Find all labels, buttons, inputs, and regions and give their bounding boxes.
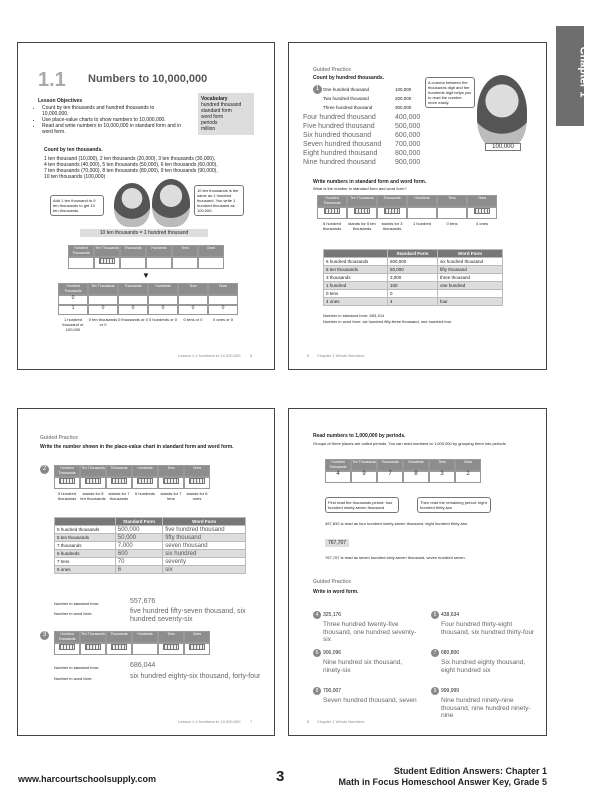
page-number: 6 <box>307 353 310 358</box>
pv-header: Thousands <box>377 195 407 207</box>
standard-form-answer: 686,044 <box>130 662 156 669</box>
pv-digit: 3 <box>429 471 455 483</box>
word-form-cell: six hundred <box>163 550 246 558</box>
pv-header: Tens <box>172 245 198 257</box>
exercise-number-value: 999,999 <box>441 688 460 694</box>
footer-title-2: Math in Focus Homeschool Answer Key, Grade 5 <box>338 777 547 787</box>
standard-form-label: Number in standard form: <box>54 601 100 606</box>
exercise-number: 5 <box>431 611 439 619</box>
word-form-answer: five hundred fifty-seven thousand, six hundred seventy-six <box>130 608 246 623</box>
pv-header: Tens <box>437 195 467 207</box>
pv-header: Hundreds <box>132 631 158 643</box>
word-form-label: Number in word form: <box>54 676 93 681</box>
count-word: Two hundred thousand <box>323 96 369 101</box>
count-value: 400,000 <box>395 114 421 121</box>
stands-for: stands for 5 ten thousands <box>348 221 376 231</box>
pv-digit: 8 <box>403 471 429 483</box>
table-header: Word Form <box>163 518 246 526</box>
stands-for: stands for 3 thousands <box>381 221 403 231</box>
place-cell: 6 hundreds <box>55 550 116 558</box>
read-line-2: 767,707 is read as seven hundred sixty-seven thousand, seven hundred seven. <box>325 555 466 560</box>
count-word: Three hundred thousand <box>323 105 373 110</box>
pv-header: Tens <box>158 465 184 477</box>
table-row <box>324 290 503 298</box>
pv-cell: 0 <box>58 295 88 305</box>
vocab-heading: Vocabulary <box>201 96 228 102</box>
word-form-cell: seven thousand <box>163 542 246 550</box>
learn-heading: Count by ten thousands. <box>44 147 103 153</box>
read-line-1: 497,832 is read as four hundred ninety-seven thousand, eight hundred thirty-two. <box>325 521 469 526</box>
pv-chart <box>325 459 481 483</box>
standard-form-cell: 6 <box>115 566 163 574</box>
girl-value-card: 100,000 <box>485 143 521 151</box>
stands-for: stands for 7 thousands <box>108 491 130 501</box>
place-cell: 7 tens <box>55 558 116 566</box>
place-cell: 5 ten thousands <box>324 266 388 274</box>
stands-for: 0 tens or 0 <box>183 317 203 322</box>
standard-form-cell: 0 <box>387 290 437 298</box>
standard-form-cell: 500,000 <box>115 526 163 534</box>
pv-chart-top <box>68 245 224 269</box>
word-form-line: Number in word form: six hundred fifty-three thousand, one hundred four <box>323 319 452 324</box>
page-footer: Lesson 1.1 Numbers to 10,000,000 <box>178 353 241 358</box>
table-header: Word Form <box>438 250 503 258</box>
word-form-cell: fifty thousand <box>163 534 246 542</box>
pv-header: Hundreds <box>148 283 178 295</box>
exercise-answer: Nine hundred ninety-nine thousand, nine hundred ninety-nine <box>441 697 531 719</box>
pv-chart <box>317 195 497 231</box>
vocab-item: word form <box>201 114 224 120</box>
pv-header: Hundreds <box>132 465 158 477</box>
vocab-item: hundred thousand <box>201 102 242 108</box>
vocabulary-box <box>198 93 254 135</box>
exercise-answer: Seven hundred thousand, seven <box>323 697 417 704</box>
page-number: 7 <box>250 719 253 724</box>
pv-header: Hundred Thousands <box>325 459 351 471</box>
pv-header: Ones <box>208 283 238 295</box>
exercise-item <box>431 603 539 636</box>
guided-practice-heading: Guided Practice <box>40 435 79 441</box>
learn-heading: Read numbers to 1,000,000 by periods. <box>313 433 406 439</box>
count-line: 10 ten thousands (100,000) <box>44 174 106 180</box>
instructions: Write the number shown in the place-value chart in standard form and word form. <box>40 444 234 450</box>
exercise-number-value: 325,176 <box>323 612 342 618</box>
count-word: Six hundred thousand <box>303 132 372 139</box>
table-row <box>55 542 246 550</box>
stands-for: 5 hundred thousands <box>57 491 77 501</box>
page-6 <box>288 42 547 370</box>
exercise-number: 9 <box>431 687 439 695</box>
word-form-cell: seventy <box>163 558 246 566</box>
stands-for: stands for 7 tens <box>160 491 182 501</box>
place-cell: 3 thousands <box>324 274 388 282</box>
stands-for: 1 hundred thousand or 100,000 <box>62 317 84 332</box>
guided-practice-sub: Count by hundred thousands. <box>313 75 385 81</box>
count-value: 700,000 <box>395 141 421 148</box>
word-form-cell: six <box>163 566 246 574</box>
word-form-cell: five hundred thousand <box>163 526 246 534</box>
pv-header: Tens <box>429 459 455 471</box>
word-form-answer: six hundred eighty-six thousand, forty-four <box>130 673 261 680</box>
word-form-cell: six hundred thousand <box>438 258 503 266</box>
pv-cell: 0 <box>208 305 238 315</box>
exercise-number: 8 <box>313 687 321 695</box>
table-row <box>324 258 503 266</box>
stands-for: 0 hundreds or 0 <box>148 317 178 322</box>
exercise-number-value: 700,007 <box>323 688 342 694</box>
table-header <box>55 518 116 526</box>
page-footer: Chapter 1 Whole Numbers <box>317 719 365 724</box>
count-row <box>303 150 423 159</box>
pv-header: Ten Thousands <box>88 283 118 295</box>
standard-form-cell: 50,000 <box>115 534 163 542</box>
standard-form-cell: 100 <box>387 282 437 290</box>
lesson-title: Numbers to 10,000,000 <box>88 73 208 85</box>
page-footer: Lesson 1.1 Numbers to 10,000,000 <box>178 719 241 724</box>
place-cell: 5 ten thousands <box>55 534 116 542</box>
exercise-item <box>313 641 421 674</box>
down-arrow: ▼ <box>142 271 150 280</box>
place-cell: 7 thousands <box>55 542 116 550</box>
place-cell: 0 tens <box>324 290 388 298</box>
pv-digit: 9 <box>351 471 377 483</box>
standard-form-cell: 50,000 <box>387 266 437 274</box>
page-7 <box>17 408 275 736</box>
pv-header: Thousands <box>118 283 148 295</box>
exercise-number: 7 <box>431 649 439 657</box>
count-line: 7 ten thousands (70,000), 8 ten thousands (80,000), 9 ten thousands (90,000), <box>44 168 218 174</box>
count-row <box>303 141 423 150</box>
count-text <box>44 156 269 180</box>
word-form-cell: three thousand <box>438 274 503 282</box>
table-row <box>55 566 246 574</box>
pv-chart-q3 <box>54 631 210 655</box>
pv-header: Hundred Thousands <box>54 631 80 643</box>
standard-form-cell: 3,000 <box>387 274 437 282</box>
count-word: Seven hundred thousand <box>303 141 382 148</box>
count-word: One hundred thousand <box>323 87 370 92</box>
exercise-number-value: 438,634 <box>441 612 460 618</box>
page-8 <box>288 408 547 736</box>
pv-header: Tens <box>178 283 208 295</box>
count-value: 900,000 <box>395 159 421 166</box>
stands-for: 0 tens <box>446 221 458 226</box>
pv-header: Thousands <box>120 245 146 257</box>
vocab-item: million <box>201 126 216 132</box>
standard-form-cell: 70 <box>115 558 163 566</box>
table-header: Standard Form <box>387 250 437 258</box>
pv-chart-bottom <box>58 283 238 332</box>
count-line: 4 ten thousands (40,000), 5 ten thousands (50,000), 6 ten thousands (60,000), <box>44 162 218 168</box>
learn-heading: Write numbers in standard form and word form. <box>313 179 427 185</box>
standard-word-table <box>54 517 246 574</box>
footer-url: www.harcourtschoolsupply.com <box>18 774 157 784</box>
pv-header: Hundreds <box>146 245 172 257</box>
count-value: 200,000 <box>395 96 412 101</box>
word-form-label: Number in word form: <box>54 611 93 616</box>
thousands-period-box: First read the thousands period: four hundred ninety-seven thousand <box>325 497 399 513</box>
learn-sub: What is the number in standard form and word form? <box>313 186 407 191</box>
objectives-heading: Lesson Objectives <box>38 98 83 104</box>
count-word: Nine hundred thousand <box>303 159 376 166</box>
place-cell: 5 hundred thousands <box>55 526 116 534</box>
stands-for: stands for 5 ten thousands <box>80 491 106 501</box>
count-row <box>303 96 423 105</box>
question-number: 2 <box>40 465 49 474</box>
pv-cell: 0 <box>178 305 208 315</box>
pv-header: Hundred Thousands <box>58 283 88 295</box>
table-row <box>324 298 503 306</box>
lesson-number: 1.1 <box>38 69 66 91</box>
count-row <box>303 114 423 123</box>
word-form-cell: one hundred <box>438 282 503 290</box>
pv-cell: 0 <box>88 305 118 315</box>
exercise-item <box>313 603 421 644</box>
footer-title-1: Student Edition Answers: Chapter 1 <box>393 766 547 776</box>
pv-header: Ten Thousands <box>94 245 120 257</box>
exercise-number: 4 <box>313 611 321 619</box>
pv-digit: 7 <box>377 471 403 483</box>
page-footer: Chapter 1 Whole Numbers <box>317 353 365 358</box>
boy-illustration <box>114 183 150 227</box>
table-header <box>324 250 388 258</box>
question-number: 3 <box>40 631 49 640</box>
pv-cell: 1 <box>58 305 88 315</box>
table-row <box>324 266 503 274</box>
count-word: Five hundred thousand <box>303 123 375 130</box>
objective-item: • Count by ten thousands and hundred thousands to 10,000,000. <box>42 105 182 117</box>
pv-cell: 0 <box>148 305 178 315</box>
girl-illustration <box>152 179 190 227</box>
footer-title <box>338 766 547 788</box>
table-row <box>324 274 503 282</box>
pv-header: Ones <box>198 245 224 257</box>
count-row <box>303 123 423 132</box>
exercise-number-value: 906,096 <box>323 650 342 656</box>
table-header: Standard Form <box>115 518 163 526</box>
pv-header: Hundred Thousands <box>68 245 94 257</box>
equation: 10 ten thousands = 1 hundred thousand <box>80 229 208 237</box>
vocab-item: periods <box>201 120 218 126</box>
place-cell: 6 hundred thousands <box>324 258 388 266</box>
standard-form-cell: 7,000 <box>115 542 163 550</box>
count-value: 600,000 <box>395 132 421 139</box>
pv-cell: 0 <box>118 305 148 315</box>
remaining-period-box: Then read the remaining period: eight hundred thirty-two <box>417 497 491 513</box>
pv-header: Hundreds <box>403 459 429 471</box>
exercise-answer: Four hundred thirty-eight thousand, six hundred thirty-four <box>441 621 535 636</box>
pv-digit: 4 <box>325 471 351 483</box>
speech-bubble-left: Add 1 ten thousand to 9 ten thousands to get 10 ten thousands. <box>50 195 104 216</box>
stands-for: 1 hundred <box>412 221 431 226</box>
pv-header: Ones <box>467 195 497 207</box>
exercise-number-value: 680,806 <box>441 650 460 656</box>
exercise-item <box>431 679 539 720</box>
pv-header: Ones <box>455 459 481 471</box>
place-cell: 4 ones <box>324 298 388 306</box>
question-number: 1 <box>313 85 322 94</box>
table-row <box>55 558 246 566</box>
standard-form-answer: 557,676 <box>130 598 156 605</box>
speech-bubble: A comma between the thousands digit and the hundreds digit helps you to read the number more easily. <box>425 77 475 108</box>
count-line: 1 ten thousand (10,000), 2 ten thousands (20,000), 3 ten thousands (30,000), <box>44 156 216 162</box>
count-value: 800,000 <box>395 150 421 157</box>
exercise-answer: Three hundred twenty-five thousand, one hundred seventy-six <box>323 621 417 643</box>
standard-form-cell: 4 <box>387 298 437 306</box>
objective-item: • Use place-value charts to show numbers to 10,000,000. <box>42 117 182 123</box>
pv-header: Tens <box>158 631 184 643</box>
place-cell: 1 hundred <box>324 282 388 290</box>
chapter-tab <box>556 26 589 126</box>
number-box: 767,707 <box>325 539 349 547</box>
objectives-list <box>42 105 182 135</box>
stands-for: 0 thousands or 0 <box>118 317 148 322</box>
count-row <box>303 105 423 114</box>
chapter-tab-label: Chapter 1 <box>577 46 589 98</box>
pv-header: Thousands <box>106 631 132 643</box>
standard-form-label: Number in standard form: <box>54 665 100 670</box>
girl-illustration <box>477 75 527 149</box>
table-row <box>55 534 246 542</box>
pv-header: Ones <box>184 631 210 643</box>
pv-header: Ones <box>184 465 210 477</box>
pv-chart-q2 <box>54 465 210 501</box>
count-word: Eight hundred thousand <box>303 150 378 157</box>
exercise-answer: Nine hundred six thousand, ninety-six <box>323 659 403 674</box>
pv-header: Ten Thousands <box>347 195 377 207</box>
page-number: 5 <box>250 353 253 358</box>
count-row <box>303 159 423 168</box>
word-form-cell <box>438 290 503 298</box>
pv-header: Hundred Thousands <box>54 465 80 477</box>
count-word: Four hundred thousand <box>303 114 376 121</box>
stands-for: 6 hundred thousands <box>322 221 342 231</box>
table-row <box>55 550 246 558</box>
pv-header: Ten Thousands <box>80 465 106 477</box>
guided-practice-heading: Guided Practice <box>313 579 352 585</box>
standard-word-table <box>323 249 503 306</box>
standard-form-cell: 600,000 <box>387 258 437 266</box>
word-form-cell: four <box>438 298 503 306</box>
count-row <box>303 132 423 141</box>
exercise-item <box>313 679 421 705</box>
pv-header: Thousands <box>106 465 132 477</box>
exercise-number: 6 <box>313 649 321 657</box>
pv-header: Hundreds <box>407 195 437 207</box>
guided-practice-heading: Guided Practice <box>313 67 352 73</box>
vocab-item: standard form <box>201 108 232 114</box>
exercise-item <box>431 641 539 674</box>
count-value: 500,000 <box>395 123 421 130</box>
pv-digit: 2 <box>455 471 481 483</box>
standard-form-cell: 600 <box>115 550 163 558</box>
page-number: 8 <box>307 719 310 724</box>
stands-for: 0 ten thousands or 0 <box>88 317 118 327</box>
count-row <box>303 87 423 96</box>
stands-for: 6 hundreds <box>134 491 155 496</box>
speech-bubble-right: 10 ten thousands is the same as 1 hundred thousand. You write 1 hundred thousand as 100,000. <box>194 185 244 216</box>
page-5 <box>17 42 275 370</box>
learn-sub: Groups of three places are called periods. You can read numbers to 1,000,000 by grouping them into periods. <box>313 441 507 446</box>
stands-for: stands for 6 ones <box>186 491 208 501</box>
count-value: 300,000 <box>395 105 412 110</box>
table-row <box>55 526 246 534</box>
word-form-cell: fifty thousand <box>438 266 503 274</box>
table-row <box>324 282 503 290</box>
stands-for: 4 ones <box>475 221 488 226</box>
pv-header: Ten Thousands <box>80 631 106 643</box>
standard-form-line: Number in standard form: 653,104 <box>323 313 384 318</box>
pv-header: Ten Thousands <box>351 459 377 471</box>
pv-header: Hundred Thousands <box>317 195 347 207</box>
place-cell: 6 ones <box>55 566 116 574</box>
guided-practice-sub: Write in word form. <box>313 589 359 595</box>
exercise-answer: Six hundred eighty thousand, eight hundred six <box>441 659 526 674</box>
stands-for: 0 ones or 0 <box>212 317 233 322</box>
count-value: 100,000 <box>395 87 412 92</box>
footer-page-number: 3 <box>276 768 285 785</box>
objective-item: • Read and write numbers to 10,000,000 in standard form and in word form. <box>42 123 182 135</box>
pv-header: Thousands <box>377 459 403 471</box>
